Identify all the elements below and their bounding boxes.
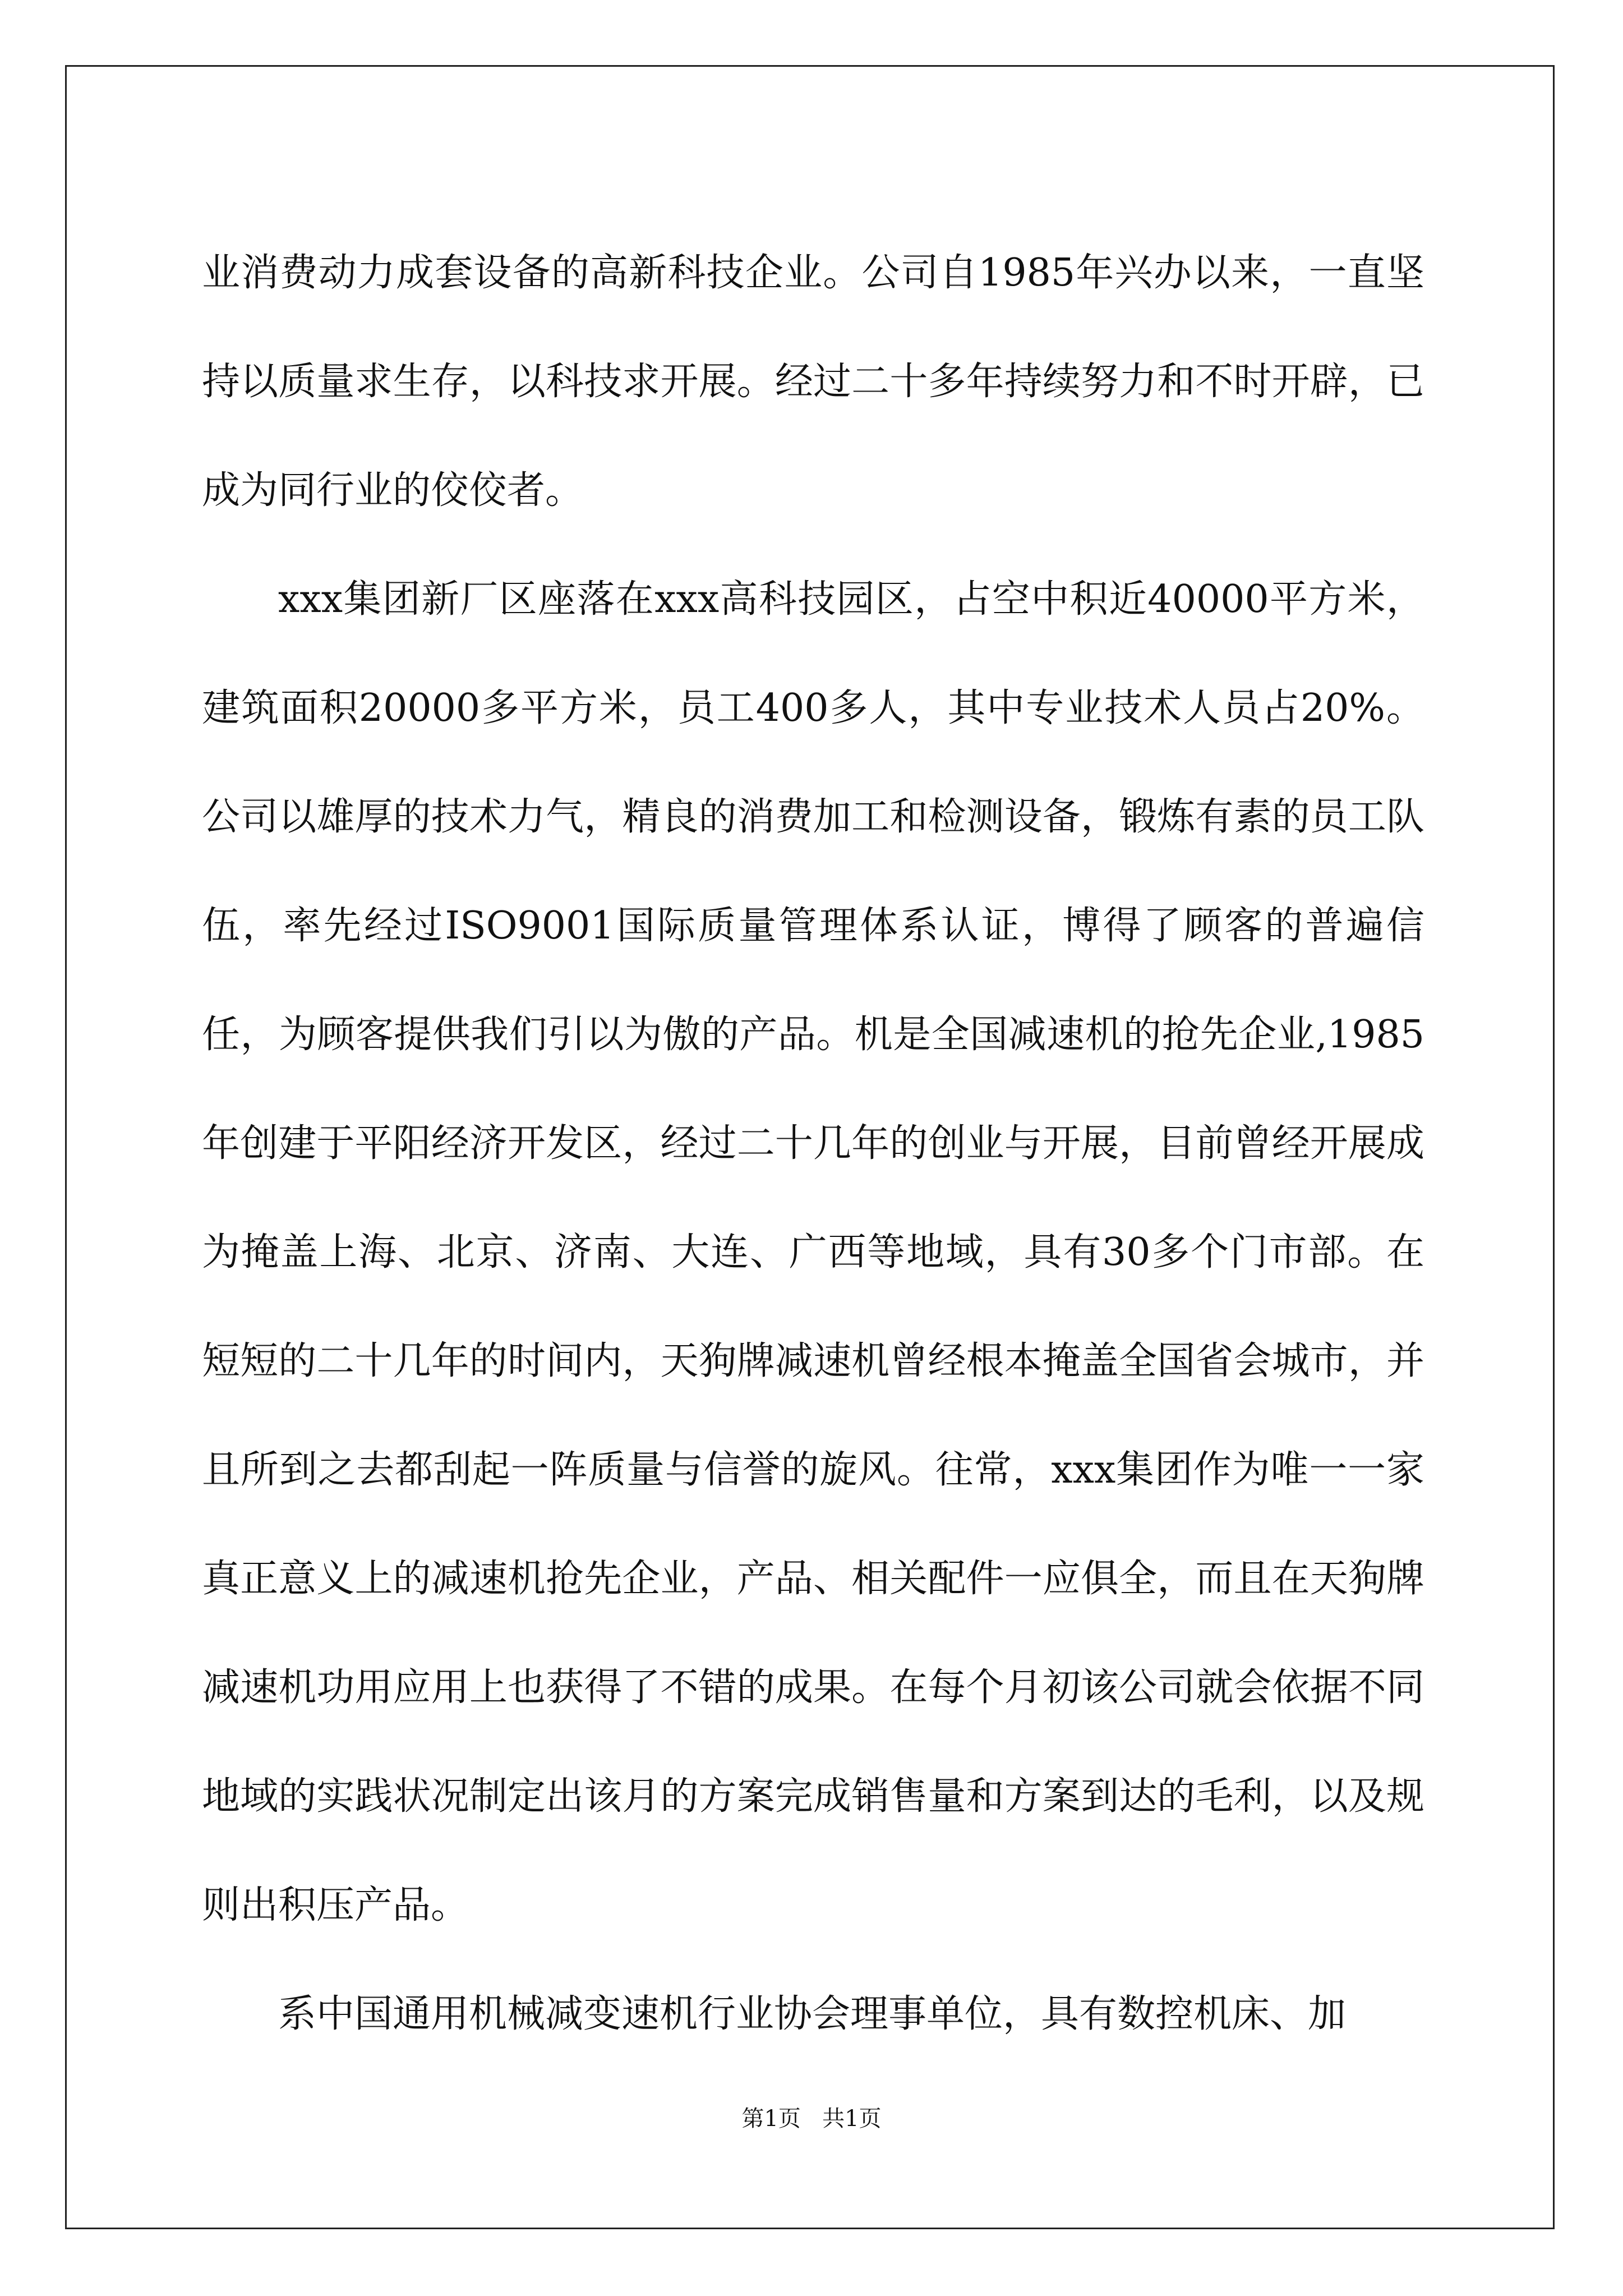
paragraph-1: 业消费动力成套设备的高新科技企业。公司自1985年兴办以来，一直坚持以质量求生存，以科技求开展。经过二十多年持续努力和不时开辟，已成为同行业的佼佼者。	[202, 251, 1424, 513]
paragraph-3: 系中国通用机械减变速机行业协会理事单位，具有数控机床、加	[278, 1992, 1347, 2036]
document-body	[202, 219, 1424, 2069]
paragraph-2: xxx集团新厂区座落在xxx高科技园区，占空中积近40000平方米，建筑面积20000多平方米，员工400多人，其中专业技术人员占20%。公司以雄厚的技术力气，精良的消费加工和检测设备，锻炼有素的员工队伍，率先经过ISO9001国际质量管理体系认证，博得了顾客的普遍信任，为顾客提供我们引以为傲的产品。机是全国减速机的抢先企业,1985年创建于平阳经济开发区，经过二十几年的创业与开展，目前曾经开展成为掩盖上海、北京、济南、大连、广西等地域，具有30多个门市部。在短短的二十几年的时间内，天狗牌减速机曾经根本掩盖全国省会城市，并且所到之去都刮起一阵质量与信誉的旋风。往常，xxx集团作为唯一一家真正意义上的减速机抢先企业，产品、相关配件一应俱全，而且在天狗牌减速机功用应用上也获得了不错的成果。在每个月初该公司就会依据不同地域的实践状况制定出该月的方案完成销售量和方案到达的毛利，以及规则出积压产品。	[202, 577, 1424, 1927]
page-footer	[0, 2101, 1623, 2133]
page-total: 共1页	[822, 2106, 882, 2132]
page-number: 第1页	[741, 2106, 801, 2132]
footer-separator	[801, 2106, 822, 2132]
